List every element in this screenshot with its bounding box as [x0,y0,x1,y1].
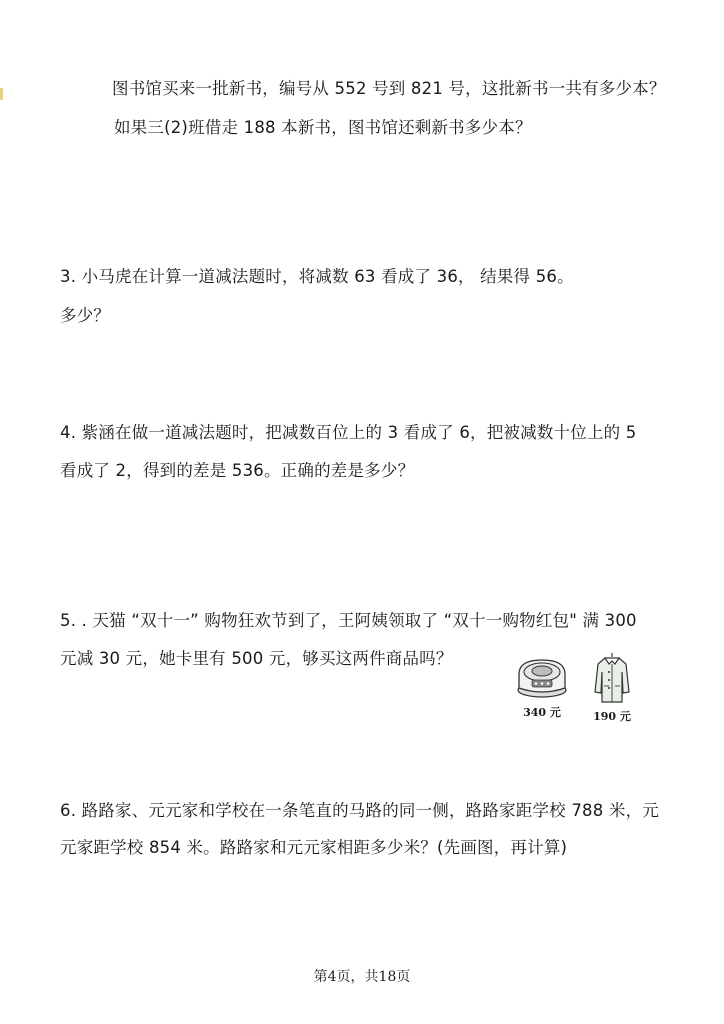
problem-4-line-2: 看成了 2，得到的差是 536。正确的差是多少？ [60,461,415,480]
problem-6-line-1: 6. 路路家、元元家和学校在一条笔直的马路的同一侧，路路家距学校 788 米，元 [60,801,659,820]
problem-top-line-1: 图书馆买来一批新书，编号从 552 号到 821 号，这批新书一共有多少本？ [112,79,666,98]
coat-price: 190 元 [593,710,631,723]
problem-6-line-2: 元家距学校 854 米。路路家和元元家相距多少米？(先画图，再计算) [60,838,568,857]
rice-cooker-icon [515,652,569,700]
problem-3-line-1: 3. 小马虎在计算一道减法题时，将减数 63 看成了 36， 结果得 56。 [60,267,574,286]
problem-top-line-2: 如果三(2)班借走 188 本新书，图书馆还剩新书多少本？ [114,118,532,137]
problem-5-line-1: 5. . 天猫 “双十一” 购物狂欢节到了，王阿姨领取了 “双十一购物红包" 满 300 [60,611,637,630]
page-footer: 第4页，共18页 [313,969,411,985]
rice-cooker-price: 340 元 [523,706,561,719]
problem-4-line-1: 4. 紫涵在做一道减法题时，把减数百位上的 3 看成了 6，把被减数十位上的 5 [60,423,637,442]
problem-5-line-2: 元减 30 元，她卡里有 500 元，够买这两件商品吗？ [60,649,453,668]
coat-icon [592,652,632,704]
problem-3-line-2: 多少？ [60,306,111,325]
product-images [512,652,642,732]
edge-mark [0,88,3,100]
product-coat [582,652,642,724]
product-rice-cooker [512,652,572,720]
